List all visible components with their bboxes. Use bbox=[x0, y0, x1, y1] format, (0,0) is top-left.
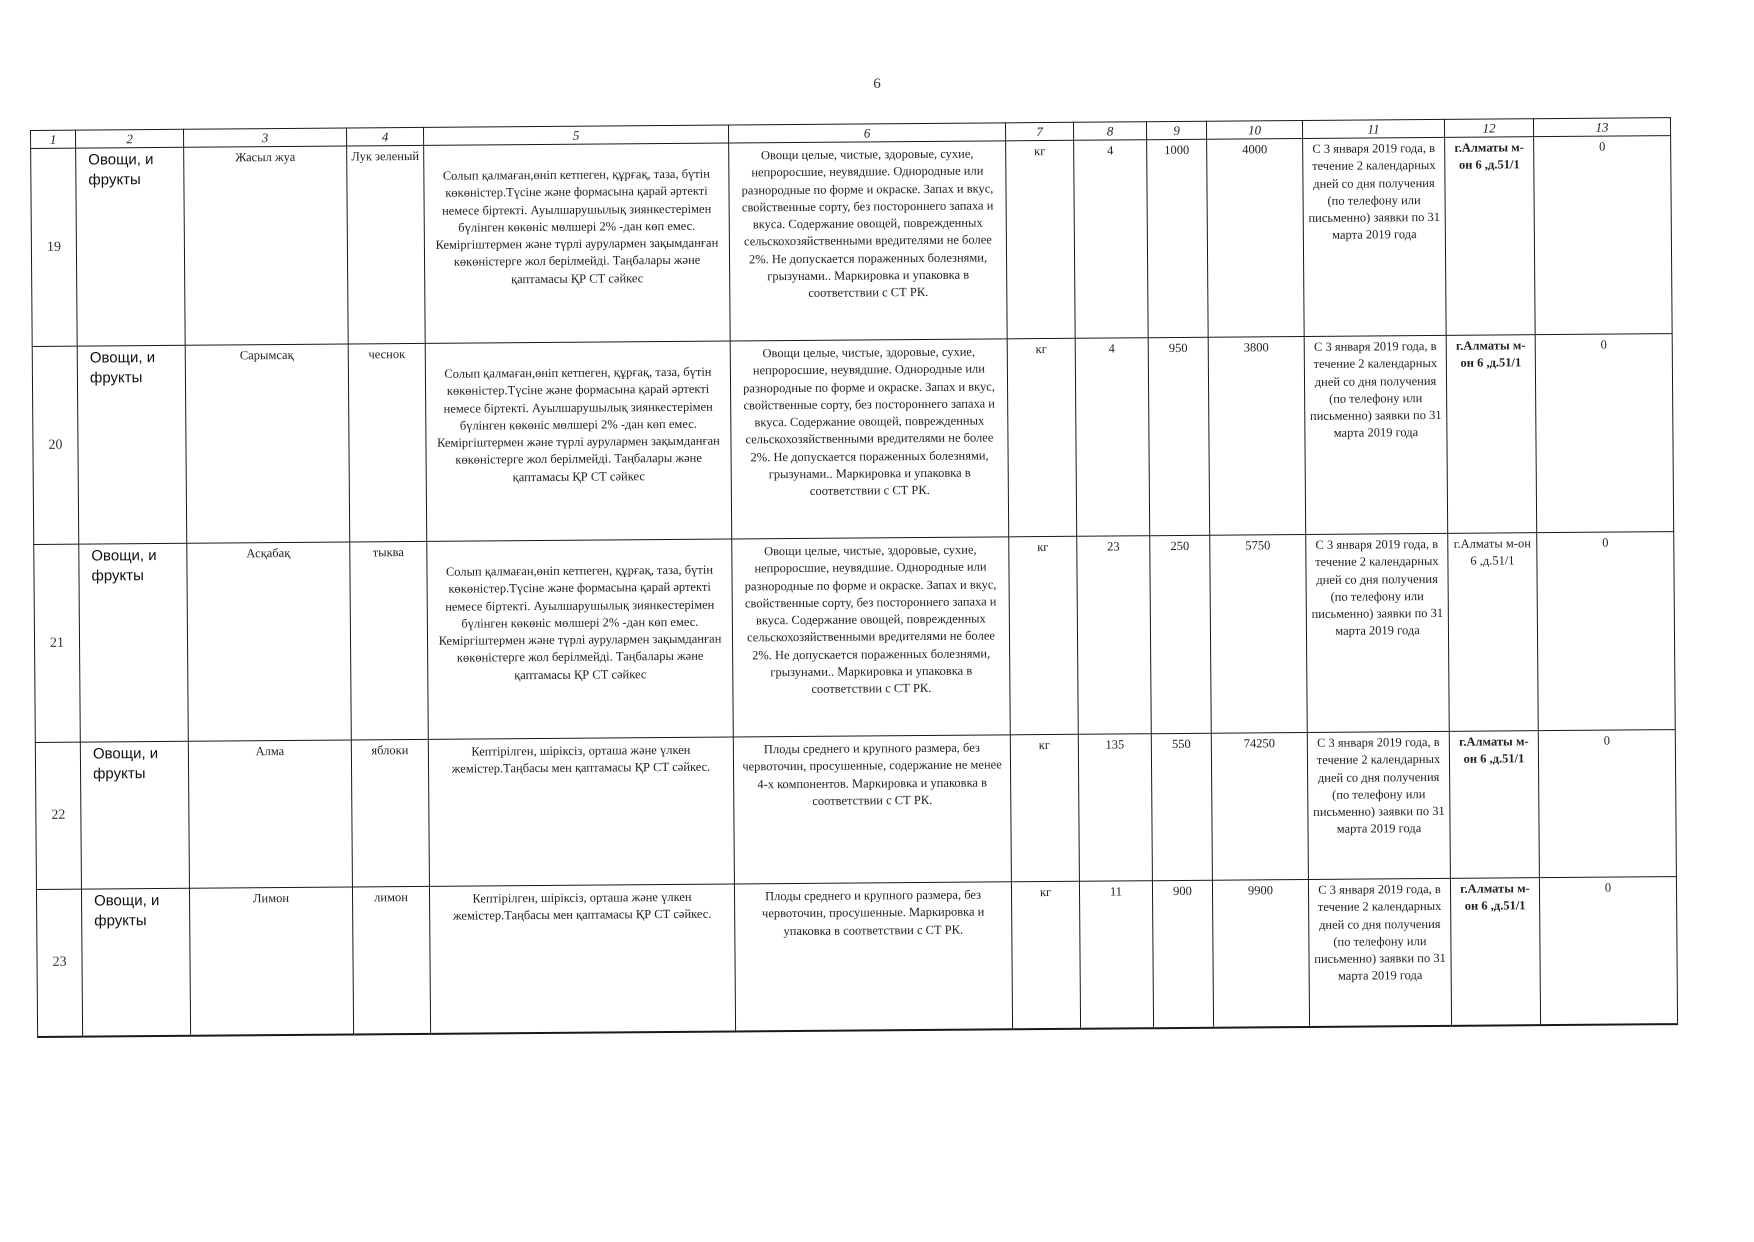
unit-cell: кг bbox=[1007, 338, 1077, 537]
advance-cell: 0 bbox=[1535, 334, 1674, 533]
name-ru-cell: лимон bbox=[352, 886, 430, 1034]
name-kz-cell: Сарымсақ bbox=[185, 344, 350, 543]
price-cell: 900 bbox=[1152, 880, 1213, 1027]
description-kz-cell: Солып қалмаған,өніп кетпеген, құрғақ, таза, бүтін көкөністер.Түсіне және формасына қарай әртекті немесе біртекті. Ауылшарушылық зиянкестерімен бүлінген көкөніс мөлшері 2% -дан көп емес. Кеміргіштермен және түрлі аурулармен зақымданған көкөністерге жол берілмейді. Таңбалары және қаптамасы ҚР СТ сәйкес bbox=[425, 341, 732, 541]
row-number: 19 bbox=[31, 148, 78, 346]
price-cell: 250 bbox=[1150, 535, 1212, 733]
category-cell: Овощи, и фрукты bbox=[76, 147, 186, 346]
page-number: 6 bbox=[873, 76, 881, 92]
quantity-cell: 135 bbox=[1078, 734, 1152, 882]
price-cell: 1000 bbox=[1147, 139, 1209, 337]
row-number: 21 bbox=[34, 544, 81, 742]
header-cell: 1 bbox=[31, 130, 76, 148]
table-row bbox=[36, 877, 1677, 1037]
name-ru-cell: яблоки bbox=[351, 739, 429, 887]
header-cell: 5 bbox=[423, 125, 728, 145]
description-kz-cell: Кептірілген, шіріксіз, орташа және үлкен жемістер.Таңбасы мен қаптамасы ҚР СТ сәйкес. bbox=[429, 884, 735, 1033]
header-cell: 11 bbox=[1302, 119, 1444, 138]
row-number: 22 bbox=[35, 742, 81, 889]
advance-cell: 0 bbox=[1538, 730, 1676, 878]
header-cell: 13 bbox=[1533, 118, 1670, 137]
header-cell: 8 bbox=[1073, 122, 1146, 141]
category-cell: Овощи, и фрукты bbox=[81, 888, 190, 1036]
delivery-term-cell: С 3 января 2019 года, в течение 2 календарных дней со дня получения (по телефону или письменно) заявки по 31 марта 2019 года bbox=[1303, 137, 1447, 336]
advance-cell: 0 bbox=[1539, 877, 1677, 1025]
name-kz-cell: Асқабақ bbox=[187, 542, 352, 741]
description-kz-cell: Солып қалмаған,өніп кетпеген, құрғақ, таза, бүтін көкөністер.Түсіне және формасына қарай әртекті немесе біртекті. Ауылшарушылық зиянкестерімен бүлінген көкөніс мөлшері 2% -дан көп емес. Кеміргіштермен және түрлі аурулармен зақымданған көкөністерге жол берілмейді. Таңбалары және қаптамасы ҚР СТ сәйкес bbox=[424, 143, 731, 343]
name-ru-cell: чеснок bbox=[348, 343, 427, 542]
unit-cell: кг bbox=[1010, 734, 1079, 882]
table-row bbox=[31, 136, 1673, 347]
header-cell: 10 bbox=[1206, 121, 1302, 140]
header-cell: 3 bbox=[183, 128, 346, 147]
quantity-cell: 23 bbox=[1077, 536, 1152, 735]
row-number: 23 bbox=[36, 889, 82, 1036]
table-row bbox=[34, 532, 1676, 743]
description-ru-cell: Овощи целые, чистые, здоровые, сухие, непроросшие, неувядшие. Однородные или разнородные по форме и окраске. Запах и вкус, свойственные сорту, без постороннего запаха и вкуса. Содержание овощей, поврежденных сельскохозяйственными вредителями не более 2%. Не допускается пораженных болезнями, грызунами.. Маркировка и упаковка в соответствии с СТ РК. bbox=[732, 537, 1011, 737]
price-cell: 550 bbox=[1151, 733, 1212, 880]
sum-cell: 9900 bbox=[1212, 879, 1309, 1027]
delivery-term-cell: С 3 января 2019 года, в течение 2 календарных дней со дня получения (по телефону или письменно) заявки по 31 марта 2019 года bbox=[1307, 731, 1450, 879]
category-cell: Овощи, и фрукты bbox=[79, 543, 189, 742]
sum-cell: 3800 bbox=[1208, 336, 1306, 535]
advance-cell: 0 bbox=[1537, 532, 1676, 731]
category-cell: Овощи, и фрукты bbox=[77, 345, 187, 544]
quantity-cell: 4 bbox=[1074, 140, 1149, 339]
procurement-table bbox=[30, 117, 1678, 1037]
sum-cell: 5750 bbox=[1210, 534, 1308, 733]
description-ru-cell: Плоды среднего и крупного размера, без червоточин, просушенные, содержание не менее 4-х компонентов. Маркировка и упаковка в соответствии с СТ РК. bbox=[733, 735, 1011, 884]
category-cell: Овощи, и фрукты bbox=[80, 741, 189, 889]
name-ru-cell: Лук зеленый bbox=[347, 145, 426, 344]
unit-cell: кг bbox=[1006, 140, 1076, 339]
name-kz-cell: Лимон bbox=[189, 887, 353, 1035]
quantity-cell: 11 bbox=[1079, 881, 1153, 1029]
table-row bbox=[32, 334, 1674, 545]
description-kz-cell: Солып қалмаған,өніп кетпеген, құрғақ, таза, бүтін көкөністер.Түсіне және формасына қарай әртекті немесе біртекті. Ауылшарушылық зиянкестерімен бүлінген көкөніс мөлшері 2% -дан көп емес. Кеміргіштермен және түрлі аурулармен зақымданған көкөністерге жол берілмейді. Таңбалары және қаптамасы ҚР СТ сәйкес bbox=[427, 539, 734, 739]
name-ru-cell: тыква bbox=[350, 541, 429, 740]
header-cell: 9 bbox=[1146, 121, 1206, 139]
table-row bbox=[35, 730, 1676, 890]
header-cell: 6 bbox=[728, 123, 1005, 143]
delivery-address-cell: г.Алматы м-он 6 ,д.51/1 bbox=[1445, 137, 1536, 336]
delivery-term-cell: С 3 января 2019 года, в течение 2 календарных дней со дня получения (по телефону или письменно) заявки по 31 марта 2019 года bbox=[1304, 335, 1448, 534]
advance-cell: 0 bbox=[1534, 136, 1673, 335]
header-cell: 4 bbox=[346, 127, 423, 146]
delivery-address-cell: г.Алматы м-он 6 ,д.51/1 bbox=[1446, 335, 1537, 534]
delivery-address-cell: г.Алматы м-он 6 ,д.51/1 bbox=[1450, 878, 1540, 1026]
delivery-address-cell: г.Алматы м-он 6 ,д.51/1 bbox=[1448, 533, 1539, 732]
header-cell: 7 bbox=[1005, 122, 1073, 141]
quantity-cell: 4 bbox=[1075, 338, 1150, 537]
procurement-table-sheet bbox=[30, 117, 1678, 1037]
description-ru-cell: Плоды среднего и крупного размера, без червоточин, просушенные. Маркировка и упаковка в соответствии с СТ РК. bbox=[734, 882, 1012, 1031]
unit-cell: кг bbox=[1009, 536, 1079, 735]
description-kz-cell: Кептірілген, шіріксіз, орташа және үлкен жемістер.Таңбасы мен қаптамасы ҚР СТ сәйкес. bbox=[428, 737, 734, 886]
description-ru-cell: Овощи целые, чистые, здоровые, сухие, непроросшие, неувядшие. Однородные или разнородные по форме и окраске. Запах и вкус, свойственные сорту, без постороннего запаха и вкуса. Содержание овощей, поврежденных сельскохозяйственными вредителями не более 2%. Не допускается пораженных болезнями, грызунами.. Маркировка и упаковка в соответствии с СТ РК. bbox=[730, 339, 1009, 539]
delivery-address-cell: г.Алматы м-он 6 ,д.51/1 bbox=[1449, 731, 1539, 879]
row-number: 20 bbox=[32, 346, 79, 544]
description-ru-cell: Овощи целые, чистые, здоровые, сухие, непроросшие, неувядшие. Однородные или разнородные по форме и окраске. Запах и вкус, свойственные сорту, без постороннего запаха и вкуса. Содержание овощей, поврежденных сельскохозяйственными вредителями не более 2%. Не допускается пораженных болезнями, грызунами.. Маркировка и упаковка в соответствии с СТ РК. bbox=[729, 141, 1008, 341]
sum-cell: 74250 bbox=[1211, 732, 1308, 880]
delivery-term-cell: С 3 января 2019 года, в течение 2 календарных дней со дня получения (по телефону или письменно) заявки по 31 марта 2019 года bbox=[1306, 533, 1450, 732]
header-cell: 2 bbox=[76, 129, 184, 148]
price-cell: 950 bbox=[1148, 337, 1210, 535]
header-cell: 12 bbox=[1444, 119, 1533, 138]
delivery-term-cell: С 3 января 2019 года, в течение 2 календарных дней со дня получения (по телефону или письменно) заявки по 31 марта 2019 года bbox=[1308, 878, 1451, 1026]
name-kz-cell: Жасыл жуа bbox=[184, 146, 349, 345]
name-kz-cell: Алма bbox=[188, 740, 352, 888]
sum-cell: 4000 bbox=[1207, 139, 1305, 338]
unit-cell: кг bbox=[1011, 881, 1080, 1029]
